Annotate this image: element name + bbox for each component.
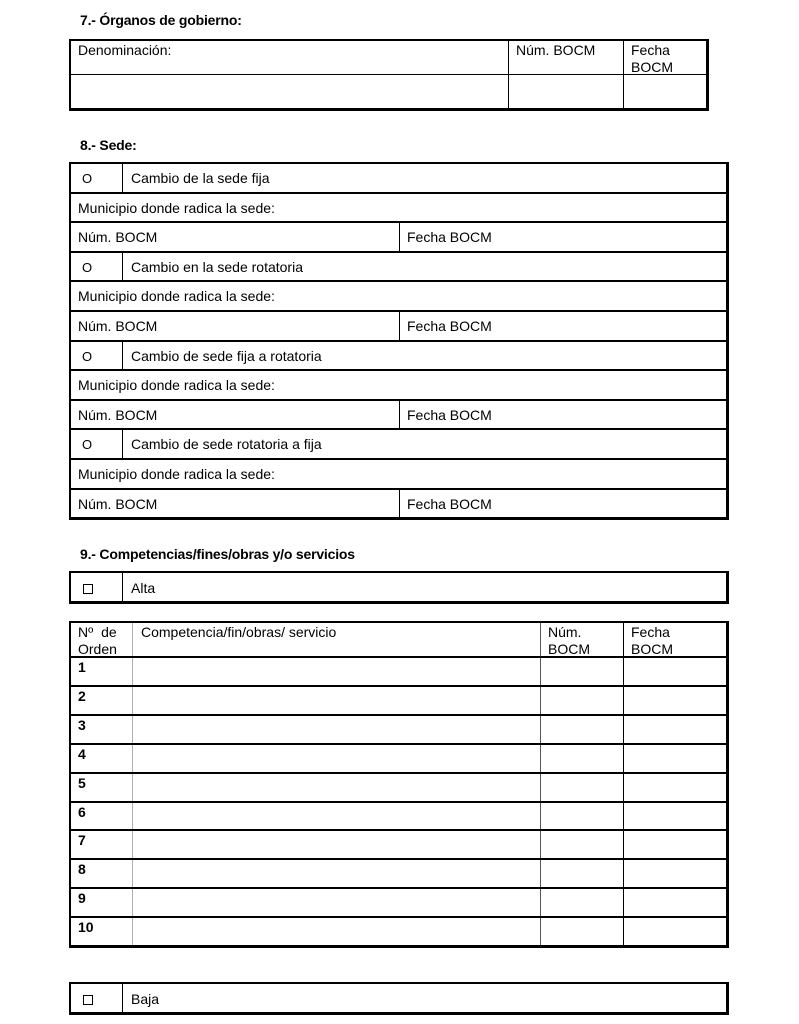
row-divider — [70, 192, 727, 194]
sede-option-label: Cambio de sede fija a rotatoria — [131, 348, 322, 364]
baja-checkbox[interactable] — [83, 995, 93, 1005]
num-bocm-input-cell[interactable] — [542, 745, 622, 772]
fecha-bocm-input-cell[interactable] — [625, 831, 726, 858]
fecha-bocm-input-cell[interactable] — [625, 76, 706, 108]
competencia-input-cell[interactable] — [134, 918, 539, 945]
sede-option-label: Cambio de la sede fija — [131, 170, 270, 186]
orden-number: 7 — [78, 832, 86, 848]
column-divider — [399, 311, 400, 340]
column-divider — [122, 252, 123, 281]
fecha-bocm-input-cell[interactable] — [625, 774, 726, 801]
municipio-label: Municipio donde radica la sede: — [78, 288, 275, 304]
num-bocm-input-cell[interactable] — [542, 918, 622, 945]
fecha-bocm-input-cell[interactable] — [625, 658, 726, 685]
column-divider — [122, 573, 123, 601]
column-divider — [623, 623, 624, 945]
num-bocm-label: Núm. BOCM — [78, 496, 158, 512]
column-divider — [399, 222, 400, 251]
orden-number: 6 — [78, 804, 86, 820]
competencia-input-cell[interactable] — [134, 745, 539, 772]
radio-icon[interactable]: O — [82, 260, 93, 275]
num-bocm-input-cell[interactable] — [542, 860, 622, 887]
section-9-heading: 9.- Competencias/fines/obras y/o servicios — [80, 546, 355, 562]
fecha-bocm-input-cell[interactable] — [625, 745, 726, 772]
orden-number: 2 — [78, 688, 86, 704]
sede-option-label: Cambio en la sede rotatoria — [131, 259, 303, 275]
fecha-bocm-label: Fecha BOCM — [407, 318, 492, 334]
column-divider — [122, 163, 123, 192]
fecha-bocm-input-cell[interactable] — [625, 716, 726, 743]
section-8-heading: 8.- Sede: — [80, 137, 137, 153]
num-bocm-input-cell[interactable] — [542, 889, 622, 916]
row-divider — [70, 280, 727, 282]
orden-number: 5 — [78, 775, 86, 791]
fecha-bocm-label: Fecha BOCM — [407, 496, 492, 512]
num-bocm-input-cell[interactable] — [542, 658, 622, 685]
fecha-bocm-header-line1: Fecha — [631, 42, 670, 58]
num-bocm-header-line1: Núm. — [548, 624, 582, 640]
num-bocm-input-cell[interactable] — [542, 803, 622, 830]
row-divider — [70, 340, 727, 342]
fecha-bocm-input-cell[interactable] — [625, 860, 726, 887]
row-divider — [70, 428, 727, 430]
orden-number: 8 — [78, 861, 86, 877]
radio-icon[interactable]: O — [82, 171, 93, 186]
column-divider — [399, 400, 400, 429]
num-bocm-label: Núm. BOCM — [78, 229, 158, 245]
municipio-label: Municipio donde radica la sede: — [78, 200, 275, 216]
column-divider — [122, 984, 123, 1012]
fecha-bocm-input-cell[interactable] — [625, 803, 726, 830]
competencia-input-cell[interactable] — [134, 860, 539, 887]
orden-number: 10 — [78, 919, 94, 935]
fecha-bocm-input-cell[interactable] — [625, 918, 726, 945]
alta-box — [69, 571, 729, 604]
alta-label: Alta — [131, 580, 156, 596]
num-bocm-header-line2: BOCM — [548, 641, 590, 657]
num-bocm-label: Núm. BOCM — [78, 318, 158, 334]
num-bocm-header: Núm. BOCM — [516, 42, 596, 58]
baja-label: Baja — [131, 991, 160, 1007]
column-divider — [132, 623, 133, 945]
competencia-input-cell[interactable] — [134, 716, 539, 743]
competencia-header: Competencia/fin/obras/ servicio — [141, 624, 337, 640]
fecha-bocm-input-cell[interactable] — [625, 889, 726, 916]
orden-header-line1: Nº de — [78, 624, 117, 640]
column-divider — [399, 489, 400, 518]
orden-number: 4 — [78, 746, 86, 762]
orden-number: 9 — [78, 890, 86, 906]
orden-header-line2: Orden — [78, 641, 117, 657]
row-divider — [70, 74, 707, 75]
num-bocm-input-cell[interactable] — [542, 831, 622, 858]
competencia-input-cell[interactable] — [134, 658, 539, 685]
row-divider — [70, 251, 727, 253]
municipio-label: Municipio donde radica la sede: — [78, 377, 275, 393]
num-bocm-label: Núm. BOCM — [78, 407, 158, 423]
row-divider — [70, 458, 727, 460]
column-divider — [122, 341, 123, 370]
baja-box — [69, 982, 729, 1015]
competencia-input-cell[interactable] — [134, 687, 539, 714]
radio-icon[interactable]: O — [82, 349, 93, 364]
fecha-bocm-label: Fecha BOCM — [407, 407, 492, 423]
orden-number: 3 — [78, 717, 86, 733]
num-bocm-input-cell[interactable] — [542, 716, 622, 743]
num-bocm-input-cell[interactable] — [542, 774, 622, 801]
municipio-label: Municipio donde radica la sede: — [78, 466, 275, 482]
fecha-bocm-header-line1: Fecha — [631, 624, 670, 640]
column-divider — [508, 40, 509, 109]
fecha-bocm-input-cell[interactable] — [625, 687, 726, 714]
alta-checkbox[interactable] — [83, 584, 93, 594]
column-divider — [540, 623, 541, 945]
radio-icon[interactable]: O — [82, 437, 93, 452]
denominacion-header: Denominación: — [78, 42, 172, 58]
column-divider — [122, 429, 123, 458]
competencia-input-cell[interactable] — [134, 889, 539, 916]
fecha-bocm-header-line2: BOCM — [631, 59, 673, 75]
column-divider — [623, 40, 624, 109]
num-bocm-input-cell[interactable] — [542, 687, 622, 714]
fecha-bocm-header-line2: BOCM — [631, 641, 673, 657]
competencia-input-cell[interactable] — [134, 774, 539, 801]
fecha-bocm-label: Fecha BOCM — [407, 229, 492, 245]
orden-number: 1 — [78, 659, 86, 675]
denominacion-input-cell[interactable] — [71, 76, 507, 108]
competencia-input-cell[interactable] — [134, 803, 539, 830]
row-divider — [70, 369, 727, 371]
sede-option-label: Cambio de sede rotatoria a fija — [131, 436, 322, 452]
num-bocm-input-cell[interactable] — [510, 76, 622, 108]
section-7-heading: 7.- Órganos de gobierno: — [80, 12, 242, 28]
competencia-input-cell[interactable] — [134, 831, 539, 858]
